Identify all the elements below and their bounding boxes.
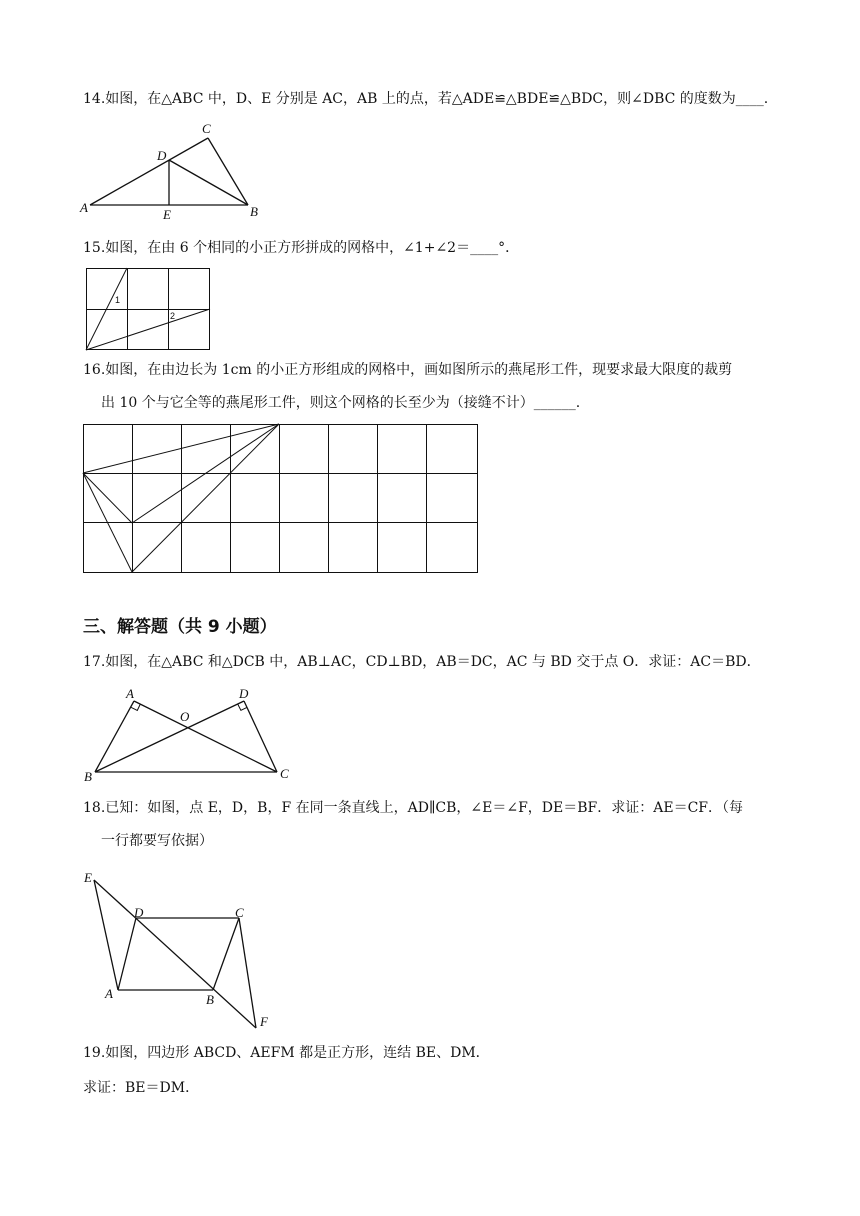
q17-label-b: B	[84, 769, 92, 784]
q16-figure	[83, 424, 479, 576]
q18-label-d: D	[134, 905, 144, 920]
q18-label-c: C	[235, 905, 244, 920]
q17-label-c: C	[280, 766, 289, 781]
q16-text-2: 出 10 个与它全等的燕尾形工件，则这个网格的长至少为（接缝不计）______.	[101, 395, 581, 411]
q15-angle-2: 2	[170, 311, 176, 321]
q14-label-d: D	[157, 148, 167, 163]
q18-figure	[80, 868, 280, 1033]
q18-label-f: F	[260, 1014, 268, 1029]
q16-text-1: 16.如图，在由边长为 1cm 的小正方形组成的网格中，画如图所示的燕尾形工件，现要求最大限度的裁剪	[83, 362, 733, 378]
q19-text-1: 19.如图，四边形 ABCD、AEFM 都是正方形，连结 BE、DM．	[83, 1045, 490, 1061]
q14-label-c: C	[202, 121, 211, 136]
q18-label-b: B	[206, 992, 214, 1007]
q15-text: 15.如图，在由 6 个相同的小正方形拼成的网格中，∠1+∠2＝____°．	[83, 240, 520, 256]
q14-label-a: A	[80, 200, 88, 215]
q17-figure	[82, 684, 297, 784]
q17-label-o: O	[180, 709, 190, 724]
q17-label-d: D	[239, 686, 249, 701]
q18-text-2: 一行都要写依据）	[101, 833, 213, 849]
q14-text: 14.如图，在△ABC 中，D、E 分别是 AC，AB 上的点，若△ADE≌△BDE≌△BDC，则∠DBC 的度数为____.	[83, 91, 769, 107]
q17-text: 17.如图，在△ABC 和△DCB 中，AB⊥AC，CD⊥BD，AB＝DC，AC 与 BD 交于点 O．求证：AC＝BD．	[83, 654, 761, 670]
q18-label-a: A	[105, 986, 113, 1001]
section-3-title: 三、解答题（共 9 小题）	[83, 617, 277, 637]
q17-label-a: A	[126, 686, 134, 701]
q18-label-e: E	[84, 870, 92, 885]
q14-figure	[78, 120, 278, 225]
q14-label-b: B	[250, 204, 258, 219]
q14-label-e: E	[163, 207, 171, 222]
q15-figure	[86, 268, 212, 352]
q18-text-1: 18.已知：如图，点 E，D，B，F 在同一条直线上，AD∥CB，∠E＝∠F，DE＝BF．求证：AE＝CF．（每	[83, 800, 744, 816]
q19-text-2: 求证：BE＝DM．	[83, 1080, 200, 1096]
q15-angle-1: 1	[115, 295, 121, 305]
